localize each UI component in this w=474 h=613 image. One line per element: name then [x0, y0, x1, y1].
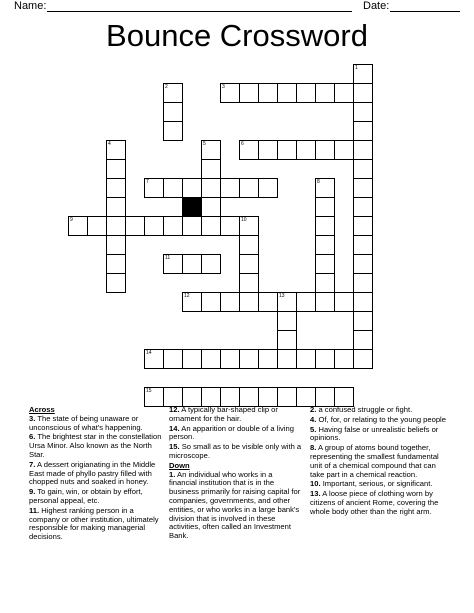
- grid-cell[interactable]: [353, 235, 373, 255]
- clue-text: An apparition or double of a living person.: [169, 423, 294, 442]
- page-title: Bounce Crossword: [106, 18, 368, 53]
- clue-text: A group of atoms bound together, representing the smallest fundamental unit of a chemical compound that can take part in a chemical reaction.: [310, 443, 439, 479]
- grid-cell[interactable]: [353, 83, 373, 103]
- clue-item: [29, 415, 162, 433]
- cell-number: 13: [279, 293, 285, 299]
- clue-number: 1.: [169, 469, 176, 479]
- grid-cell[interactable]: [144, 349, 164, 369]
- cell-number: 2: [165, 84, 168, 90]
- grid-cell[interactable]: [106, 197, 126, 217]
- cell-number: 8: [317, 179, 320, 185]
- cell-number: 11: [165, 255, 171, 261]
- grid-cell[interactable]: [163, 83, 183, 103]
- grid-cell[interactable]: [201, 216, 221, 236]
- clue-number: 4.: [310, 414, 317, 424]
- across-heading: Across: [29, 405, 55, 414]
- grid-cell[interactable]: [163, 349, 183, 369]
- grid-cell[interactable]: [353, 197, 373, 217]
- cell-number: 15: [146, 388, 152, 394]
- grid-cell[interactable]: [239, 235, 259, 255]
- grid-cell[interactable]: [201, 292, 221, 312]
- grid-cell[interactable]: [315, 178, 335, 198]
- grid-cell[interactable]: [353, 311, 373, 331]
- grid-cell[interactable]: [277, 83, 297, 103]
- grid-cell[interactable]: [239, 83, 259, 103]
- grid-cell[interactable]: [277, 311, 297, 331]
- grid-cell[interactable]: [258, 349, 278, 369]
- cell-number: 1: [355, 65, 358, 71]
- clue-item: [169, 443, 302, 461]
- grid-cell[interactable]: [106, 254, 126, 274]
- clue-number: 14.: [169, 423, 180, 433]
- grid-cell[interactable]: [106, 216, 126, 236]
- clue-number: 8.: [310, 443, 317, 453]
- grid-cell[interactable]: [334, 140, 354, 160]
- grid-cell[interactable]: [315, 292, 335, 312]
- grid-cell[interactable]: [182, 216, 202, 236]
- cell-number: 4: [108, 141, 111, 147]
- clue-number: 10.: [310, 479, 321, 489]
- clue-text: Highest ranking person in a company or other institution, ultimately responsible for making managerial decisions.: [29, 505, 159, 542]
- black-cell: [182, 197, 202, 217]
- grid-cell[interactable]: [201, 197, 221, 217]
- grid-cell[interactable]: [239, 349, 259, 369]
- grid-cell[interactable]: [315, 387, 335, 407]
- grid-cell[interactable]: [163, 254, 183, 274]
- clue-item: [29, 488, 162, 506]
- grid-cell[interactable]: [163, 102, 183, 122]
- grid-cell[interactable]: [201, 159, 221, 179]
- grid-cell[interactable]: [239, 216, 259, 236]
- clues-column-1: [29, 406, 162, 543]
- grid-cell[interactable]: [182, 387, 202, 407]
- grid-cell[interactable]: [144, 387, 164, 407]
- clue-text: An individual who works in a financial institution that is in the business primarily for raising capital for companies, governments, and other entities, or who works in a large bank's division that is involved in these activities, often called an Investment Bank.: [169, 469, 301, 541]
- clues-column-2: [169, 406, 302, 542]
- clue-number: 6.: [29, 432, 36, 442]
- grid-cell[interactable]: [277, 330, 297, 350]
- grid-cell[interactable]: [106, 178, 126, 198]
- clue-number: 11.: [29, 505, 40, 515]
- clue-text: So small as to be visible only with a microscope.: [169, 442, 302, 460]
- clue-item: [310, 426, 452, 444]
- grid-cell[interactable]: [277, 387, 297, 407]
- grid-cell[interactable]: [353, 64, 373, 84]
- grid-cell[interactable]: [315, 235, 335, 255]
- cell-number: 12: [184, 293, 190, 299]
- grid-cell[interactable]: [239, 273, 259, 293]
- grid-cell[interactable]: [296, 140, 316, 160]
- clue-text: To gain, win, or obtain by effort, personal appeal, etc.: [29, 487, 143, 505]
- cell-number: 9: [70, 217, 73, 223]
- grid-cell[interactable]: [353, 178, 373, 198]
- grid-cell[interactable]: [315, 216, 335, 236]
- down-heading: Down: [169, 460, 190, 470]
- grid-cell[interactable]: [353, 102, 373, 122]
- clue-text: A typically bar-shaped clip or ornament for the hair.: [169, 405, 278, 423]
- clue-text: The state of being unaware or unconscious of what's happening.: [29, 413, 143, 432]
- clue-text: A loose piece of clothing worn by citizens of ancient Rome, covering the whole body other than the right arm.: [310, 489, 439, 516]
- grid-cell[interactable]: [334, 292, 354, 312]
- grid-cell[interactable]: [125, 216, 145, 236]
- clue-item: [169, 425, 302, 443]
- grid-cell[interactable]: [315, 254, 335, 274]
- grid-cell[interactable]: [163, 216, 183, 236]
- name-label: Name:: [14, 0, 47, 12]
- cell-number: 5: [203, 141, 206, 147]
- grid-cell[interactable]: [220, 292, 240, 312]
- grid-cell[interactable]: [182, 254, 202, 274]
- clue-number: 7.: [29, 459, 36, 469]
- grid-cell[interactable]: [353, 330, 373, 350]
- grid-cell[interactable]: [315, 273, 335, 293]
- clue-item: [169, 406, 302, 424]
- grid-cell[interactable]: [258, 178, 278, 198]
- grid-cell[interactable]: [353, 292, 373, 312]
- grid-cell[interactable]: [220, 216, 240, 236]
- grid-cell[interactable]: [144, 216, 164, 236]
- grid-cell[interactable]: [258, 292, 278, 312]
- cell-number: 6: [241, 141, 244, 147]
- clue-text: Of, for, or relating to the young people: [318, 414, 446, 424]
- grid-cell[interactable]: [334, 349, 354, 369]
- grid-cell[interactable]: [106, 235, 126, 255]
- grid-cell[interactable]: [106, 140, 126, 160]
- grid-cell[interactable]: [315, 349, 335, 369]
- clue-number: 9.: [29, 487, 36, 497]
- grid-cell[interactable]: [239, 254, 259, 274]
- grid-cell[interactable]: [220, 387, 240, 407]
- date-label: Date:: [363, 0, 390, 12]
- clue-text: Important, serious, or significant.: [322, 479, 433, 489]
- grid-cell[interactable]: [239, 387, 259, 407]
- grid-cell[interactable]: [163, 178, 183, 198]
- grid-cell[interactable]: [277, 292, 297, 312]
- clue-number: 13.: [310, 489, 321, 499]
- grid-cell[interactable]: [68, 216, 88, 236]
- grid-cell[interactable]: [106, 273, 126, 293]
- grid-cell[interactable]: [258, 140, 278, 160]
- clue-text: The brightest star in the constellation Ursa Minor. Also known as the North Star.: [29, 432, 162, 459]
- grid-cell[interactable]: [353, 140, 373, 160]
- grid-cell[interactable]: [353, 254, 373, 274]
- clue-item: [310, 490, 452, 516]
- grid-cell[interactable]: [201, 140, 221, 160]
- grid-cell[interactable]: [334, 387, 354, 407]
- grid-cell[interactable]: [163, 387, 183, 407]
- clue-item: [310, 444, 452, 479]
- grid-cell[interactable]: [201, 178, 221, 198]
- grid-cell[interactable]: [296, 292, 316, 312]
- clue-item: [310, 480, 452, 489]
- grid-cell[interactable]: [182, 292, 202, 312]
- grid-cell[interactable]: [201, 349, 221, 369]
- grid-cell[interactable]: [334, 83, 354, 103]
- cell-number: 10: [241, 217, 247, 223]
- clue-number: 5.: [310, 424, 317, 434]
- grid-cell[interactable]: [315, 197, 335, 217]
- grid-cell[interactable]: [87, 216, 107, 236]
- grid-cell[interactable]: [353, 349, 373, 369]
- grid-cell[interactable]: [315, 83, 335, 103]
- grid-cell[interactable]: [144, 178, 164, 198]
- clue-text: Having false or unrealistic beliefs or opinions.: [310, 424, 439, 443]
- clue-text: a confused struggle or fight.: [318, 405, 413, 414]
- clues-column-3: [310, 406, 452, 518]
- grid-cell[interactable]: [277, 349, 297, 369]
- clue-item: [169, 471, 302, 541]
- cell-number: 3: [222, 84, 225, 90]
- clue-number: 3.: [29, 413, 36, 423]
- grid-cell[interactable]: [182, 178, 202, 198]
- grid-cell[interactable]: [201, 387, 221, 407]
- clue-text: A dessert origianating in the Middle East made of phyllo pastry filled with chopped nuts and soaked in honey.: [29, 459, 156, 487]
- grid-cell[interactable]: [201, 254, 221, 274]
- clue-item: [310, 406, 452, 415]
- cell-number: 14: [146, 350, 152, 356]
- grid-cell[interactable]: [353, 273, 373, 293]
- clue-item: [29, 433, 162, 459]
- clue-item: [310, 416, 452, 425]
- grid-cell[interactable]: [106, 159, 126, 179]
- grid-cell[interactable]: [353, 216, 373, 236]
- cell-number: 7: [146, 179, 149, 185]
- grid-cell[interactable]: [353, 159, 373, 179]
- clue-item: [29, 461, 162, 487]
- clue-list-col1: [29, 415, 162, 542]
- clue-number: 12.: [169, 405, 180, 414]
- clue-number: 2.: [310, 405, 317, 414]
- grid-cell[interactable]: [239, 140, 259, 160]
- grid-cell[interactable]: [182, 349, 202, 369]
- grid-cell[interactable]: [220, 178, 240, 198]
- grid-cell[interactable]: [296, 83, 316, 103]
- grid-cell[interactable]: [220, 349, 240, 369]
- grid-cell[interactable]: [296, 387, 316, 407]
- grid-cell[interactable]: [220, 83, 240, 103]
- grid-cell[interactable]: [258, 387, 278, 407]
- grid-cell[interactable]: [315, 140, 335, 160]
- grid-cell[interactable]: [277, 140, 297, 160]
- clue-number: 15.: [169, 442, 180, 452]
- grid-cell[interactable]: [239, 178, 259, 198]
- grid-cell[interactable]: [353, 121, 373, 141]
- grid-cell[interactable]: [239, 292, 259, 312]
- clue-item: [29, 507, 162, 542]
- grid-cell[interactable]: [258, 83, 278, 103]
- grid-cell[interactable]: [163, 121, 183, 141]
- grid-cell[interactable]: [296, 349, 316, 369]
